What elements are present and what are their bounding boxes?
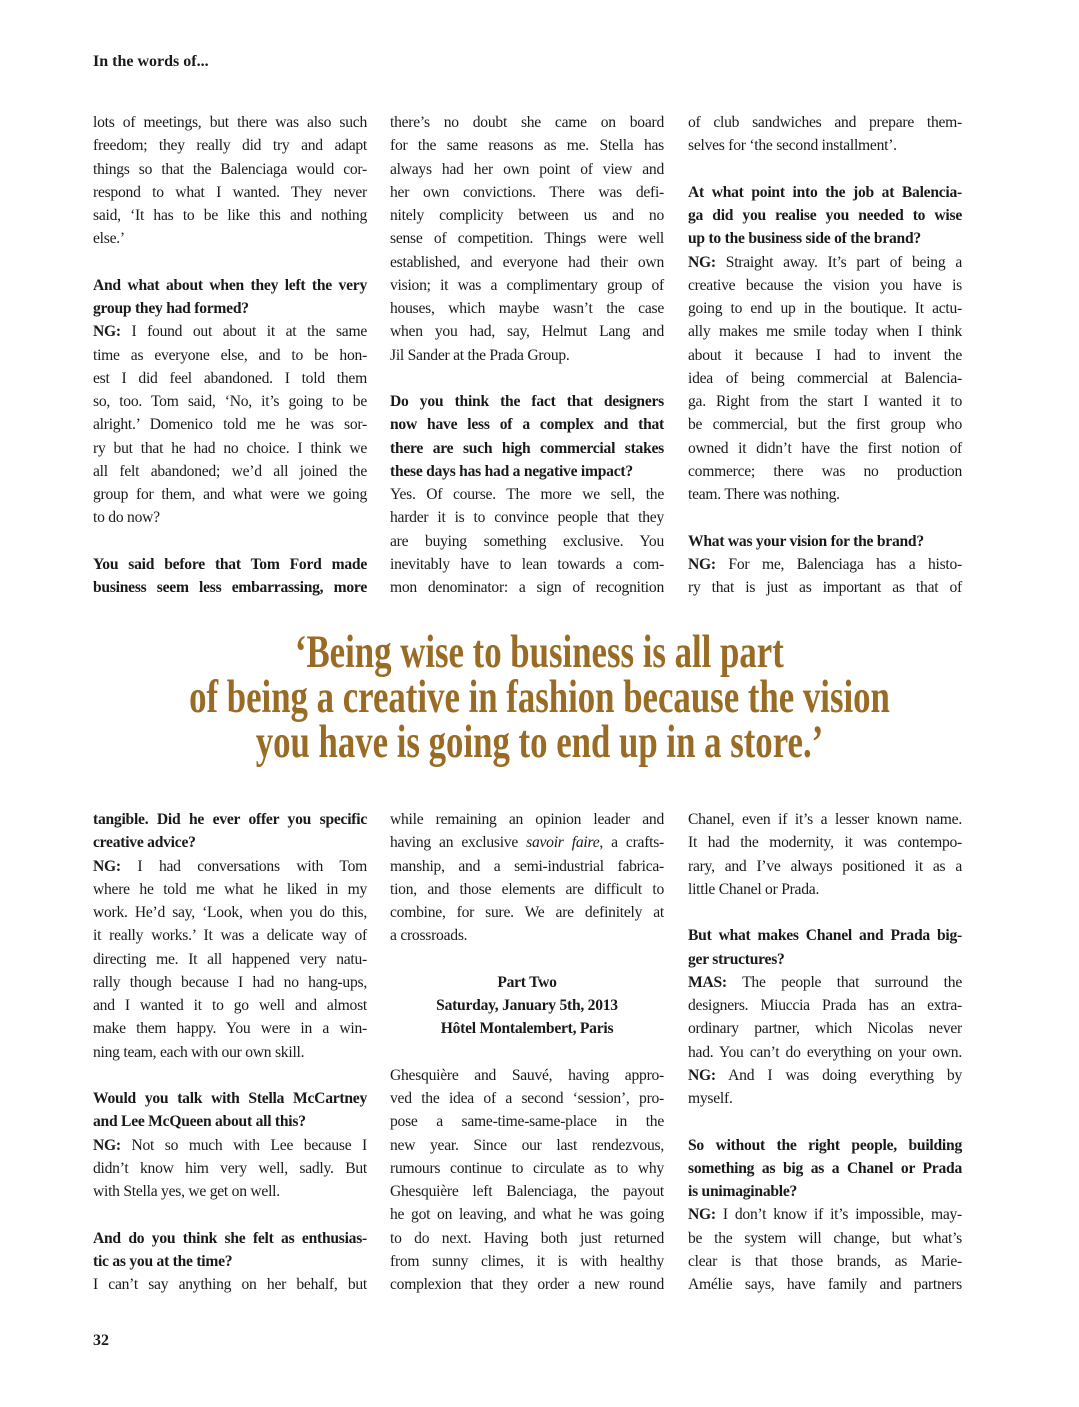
speaker-label: NG: bbox=[688, 1206, 716, 1224]
text-line: going to end up in the boutique. It actu- bbox=[688, 300, 962, 317]
text-line: now have less of a complex and that bbox=[390, 416, 664, 434]
text-line: with Stella yes, we get on well. bbox=[93, 1183, 280, 1200]
text-line: Chanel, even if it’s a lesser known name. bbox=[688, 811, 962, 828]
text-line: nitely complicity between us and no bbox=[390, 207, 664, 224]
text-line: her own convictions. There was defi- bbox=[390, 183, 664, 201]
text-line: Jil Sander at the Prada Group. bbox=[390, 346, 570, 364]
speaker-label: NG: bbox=[93, 857, 121, 875]
text-line: and I wanted it to go well and almost bbox=[93, 997, 367, 1014]
text-line: it really works.’ It was a delicate way of bbox=[93, 927, 367, 945]
text-line: ally makes me smile today when I think bbox=[688, 323, 962, 341]
text-line: little Chanel or Prada. bbox=[688, 880, 820, 898]
text-line: things so that the Balenciaga would cor- bbox=[93, 160, 367, 178]
text-line: Ghesquière left Balenciaga, the payout bbox=[390, 1183, 664, 1200]
text-line: NG: I found out about it at the same bbox=[93, 323, 367, 341]
speaker-label: MAS: bbox=[688, 973, 727, 991]
text-line: established, and everyone had their own bbox=[390, 253, 664, 271]
text-line: It had the modernity, it was contempo- bbox=[688, 834, 962, 852]
pull-quote-text: of being a creative in fashion because the vision bbox=[189, 671, 890, 723]
text-line: houses, which maybe wasn’t the case bbox=[390, 300, 664, 317]
text-line: from sunny climes, it is with healthy bbox=[390, 1252, 664, 1270]
text-line: manship, and a semi-industrial fabrica- bbox=[390, 857, 664, 875]
paragraph bbox=[688, 808, 962, 901]
text-line: clear is that those brands, as Marie- bbox=[688, 1252, 962, 1270]
interview-question bbox=[93, 553, 367, 600]
text-line: there’s no doubt she came on board bbox=[390, 114, 664, 131]
paragraph bbox=[688, 111, 962, 158]
text-line: respond to what I wanted. They never bbox=[93, 183, 367, 201]
text-line: be the system will change, but what’s bbox=[688, 1229, 962, 1247]
text-line: creative advice? bbox=[93, 834, 196, 852]
text-line: Saturday, January 5th, 2013 bbox=[436, 997, 618, 1014]
text-line: combine, for sure. We are definitely at bbox=[390, 904, 664, 921]
interview-question bbox=[688, 530, 962, 553]
text-line: And what about when they left the very bbox=[93, 276, 367, 294]
column-top-1 bbox=[93, 111, 367, 623]
text-line: rally though because I had no hang-ups, bbox=[93, 973, 367, 991]
text-line: ordinary partner, which Nicolas never bbox=[688, 1020, 962, 1038]
text-line: said, ‘It has to be like this and nothing bbox=[93, 207, 367, 224]
text-line: Part Two bbox=[497, 973, 557, 991]
text-line: team. There was nothing. bbox=[688, 486, 840, 503]
paragraph bbox=[390, 111, 664, 367]
column-bottom-3 bbox=[688, 808, 962, 1320]
text-line: ry but that he had no choice. I think we bbox=[93, 439, 367, 457]
text-line: commerce; there was no production bbox=[688, 462, 962, 480]
text-line: group they had formed? bbox=[93, 300, 249, 317]
interview-question bbox=[390, 390, 664, 483]
text-line: rumours continue to circulate as to why bbox=[390, 1159, 664, 1177]
pull-quote-line bbox=[0, 716, 1079, 768]
column-top-3 bbox=[688, 111, 962, 623]
text-line: NG: I had conversations with Tom bbox=[93, 857, 367, 875]
text-line: had. You can’t do everything on your own. bbox=[688, 1043, 962, 1061]
text-line: else.’ bbox=[93, 230, 125, 248]
text-line: creative because the vision you have is bbox=[688, 276, 962, 294]
text-line: all felt abandoned; we’d all joined the bbox=[93, 462, 367, 480]
paragraph bbox=[93, 1134, 367, 1204]
text-line: vision; it was a complimentary group of bbox=[390, 276, 664, 294]
text-line: ved the idea of a second ‘session’, pro- bbox=[390, 1090, 664, 1107]
text-line: are buying something exclusive. You bbox=[390, 532, 664, 550]
text-line: something as big as a Chanel or Prada bbox=[688, 1159, 962, 1177]
text-line: At what point into the job at Balencia- bbox=[688, 183, 962, 201]
paragraph bbox=[93, 855, 367, 1064]
text-line: directing me. It all happened very natu- bbox=[93, 950, 367, 968]
text-line: So without the right people, building bbox=[688, 1136, 962, 1154]
text-line: You said before that Tom Ford made bbox=[93, 555, 367, 573]
text-line: time as everyone else, and to be hon- bbox=[93, 346, 367, 364]
text-line: Yes. Of course. The more we sell, the bbox=[390, 486, 664, 503]
text-line: Ghesquière and Sauvé, having appro- bbox=[390, 1066, 664, 1084]
text-line: lots of meetings, but there was also such bbox=[93, 114, 367, 131]
running-header: In the words of... bbox=[93, 53, 209, 70]
text-line: Hôtel Montalembert, Paris bbox=[440, 1020, 614, 1038]
text-line: harder it is to convince people that they bbox=[390, 509, 664, 527]
text-line: complexion that they order a new round bbox=[390, 1276, 664, 1293]
page-number: 32 bbox=[93, 1332, 109, 1349]
interview-question bbox=[93, 1087, 367, 1134]
text-line: didn’t know him very well, sadly. But bbox=[93, 1159, 367, 1177]
text-line: rary, and I’ve always positioned it as a bbox=[688, 857, 962, 875]
text-line: What was your vision for the brand? bbox=[688, 532, 924, 550]
speaker-label: NG: bbox=[93, 323, 121, 341]
column-bottom-2 bbox=[390, 808, 664, 1320]
text-line: to do now? bbox=[93, 509, 160, 527]
text-line: a crossroads. bbox=[390, 927, 468, 945]
text-line: make them happy. You were in a win- bbox=[93, 1020, 367, 1038]
text-line: alright.’ Domenico told me he was sor- bbox=[93, 416, 367, 434]
text-line: where he told me what he liked in my bbox=[93, 880, 367, 898]
text-line: designers. Miuccia Prada has an extra- bbox=[688, 997, 962, 1014]
text-line: sense of competition. Things were well bbox=[390, 230, 664, 248]
italic-term: savoir faire bbox=[526, 834, 600, 852]
text-line: is unimaginable? bbox=[688, 1183, 798, 1200]
text-line: be commercial, but the first group who bbox=[688, 416, 962, 434]
text-line: up to the business side of the brand? bbox=[688, 230, 921, 248]
speaker-label: NG: bbox=[93, 1136, 121, 1154]
text-line: NG: For me, Balenciaga has a histo- bbox=[688, 555, 962, 573]
text-line: to do next. Having both just returned bbox=[390, 1229, 664, 1247]
column-bottom-1 bbox=[93, 808, 367, 1320]
paragraph bbox=[390, 808, 664, 948]
text-line: Do you think the fact that designers bbox=[390, 393, 664, 410]
paragraph bbox=[688, 1203, 962, 1296]
text-line: owned it didn’t have the first notion of bbox=[688, 439, 962, 457]
text-line: Would you talk with Stella McCartney bbox=[93, 1090, 367, 1107]
text-line: NG: And I was doing everything by bbox=[688, 1066, 962, 1084]
paragraph bbox=[93, 111, 367, 251]
text-line: tic as you at the time? bbox=[93, 1252, 233, 1270]
text-line: myself. bbox=[688, 1090, 733, 1107]
text-line: about it because I had to invent the bbox=[688, 346, 962, 364]
text-line: inevitably have to lean towards a com- bbox=[390, 555, 664, 573]
speaker-label: NG: bbox=[688, 1066, 716, 1084]
paragraph bbox=[688, 553, 962, 600]
text-line: MAS: The people that surround the bbox=[688, 973, 962, 991]
pull-quote-line bbox=[0, 671, 1079, 723]
interview-question bbox=[93, 808, 367, 855]
text-line: while remaining an opinion leader and bbox=[390, 811, 664, 828]
text-line: there are such high commercial stakes bbox=[390, 439, 664, 457]
text-line: NG: Not so much with Lee because I bbox=[93, 1136, 367, 1154]
text-line: est I did feel abandoned. I told them bbox=[93, 369, 367, 387]
text-line: mon denominator: a sign of recognition bbox=[390, 579, 664, 596]
text-line: for the same reasons as me. Stella has bbox=[390, 137, 664, 155]
column-top-2 bbox=[390, 111, 664, 623]
text-line: work. He’d say, ‘Look, when you do this, bbox=[93, 904, 367, 921]
paragraph bbox=[688, 971, 962, 1111]
text-line: and Lee McQueen about all this? bbox=[93, 1113, 306, 1131]
text-line: freedom; they really did try and adapt bbox=[93, 137, 367, 155]
paragraph bbox=[93, 320, 367, 529]
speaker-label: NG: bbox=[688, 555, 716, 573]
speaker-label: NG: bbox=[688, 253, 716, 271]
text-line: selves for ‘the second installment’. bbox=[688, 137, 897, 155]
text-line: ning team, each with our own skill. bbox=[93, 1043, 305, 1061]
interview-question bbox=[93, 274, 367, 321]
text-line: Amélie says, have family and partners bbox=[688, 1276, 962, 1293]
text-line: ger structures? bbox=[688, 950, 785, 968]
text-line: I can’t say anything on her behalf, but bbox=[93, 1276, 367, 1293]
text-line: NG: Straight away. It’s part of being a bbox=[688, 253, 962, 271]
pull-quote bbox=[0, 626, 1079, 768]
text-line: tangible. Did he ever offer you specific bbox=[93, 811, 367, 828]
text-line: when you had, say, Helmut Lang and bbox=[390, 323, 664, 341]
text-line: having an exclusive savoir faire, a crafts- bbox=[390, 834, 664, 852]
paragraph bbox=[390, 483, 664, 599]
text-line: NG: I don’t know if it’s impossible, may- bbox=[688, 1206, 962, 1224]
text-line: he got on leaving, and what he was going bbox=[390, 1206, 664, 1224]
pull-quote-line bbox=[0, 626, 1079, 678]
pull-quote-text: you have is going to end up in a store.’ bbox=[255, 716, 824, 768]
text-line: ga did you realise you needed to wise bbox=[688, 207, 962, 224]
text-line: And do you think she felt as enthusias- bbox=[93, 1229, 367, 1247]
text-line: these days has had a negative impact? bbox=[390, 462, 633, 480]
interview-question bbox=[688, 181, 962, 251]
text-line: business seem less embarrassing, more bbox=[93, 579, 367, 596]
paragraph bbox=[688, 251, 962, 507]
paragraph bbox=[93, 1273, 367, 1296]
text-line: of club sandwiches and prepare them- bbox=[688, 114, 962, 131]
text-line: idea of being commercial at Balencia- bbox=[688, 369, 962, 387]
text-line: pose a same-time-same-place in the bbox=[390, 1113, 664, 1131]
text-line: ga. Right from the start I wanted it to bbox=[688, 393, 962, 410]
paragraph bbox=[390, 1064, 664, 1297]
section-heading bbox=[390, 971, 664, 1041]
interview-question bbox=[93, 1227, 367, 1274]
interview-question bbox=[688, 1134, 962, 1204]
pull-quote-text: ‘Being wise to business is all part bbox=[295, 626, 784, 678]
text-line: But what makes Chanel and Prada big- bbox=[688, 927, 962, 945]
text-line: tion, and those elements are difficult to bbox=[390, 880, 664, 898]
interview-question bbox=[688, 924, 962, 971]
text-line: group for them, and what were we going bbox=[93, 486, 367, 503]
text-line: new year. Since our last rendezvous, bbox=[390, 1136, 664, 1154]
text-line: so, too. Tom said, ‘No, it’s going to be bbox=[93, 393, 367, 410]
text-line: ry that is just as important as that of bbox=[688, 579, 962, 596]
text-line: always had her own point of view and bbox=[390, 160, 664, 178]
